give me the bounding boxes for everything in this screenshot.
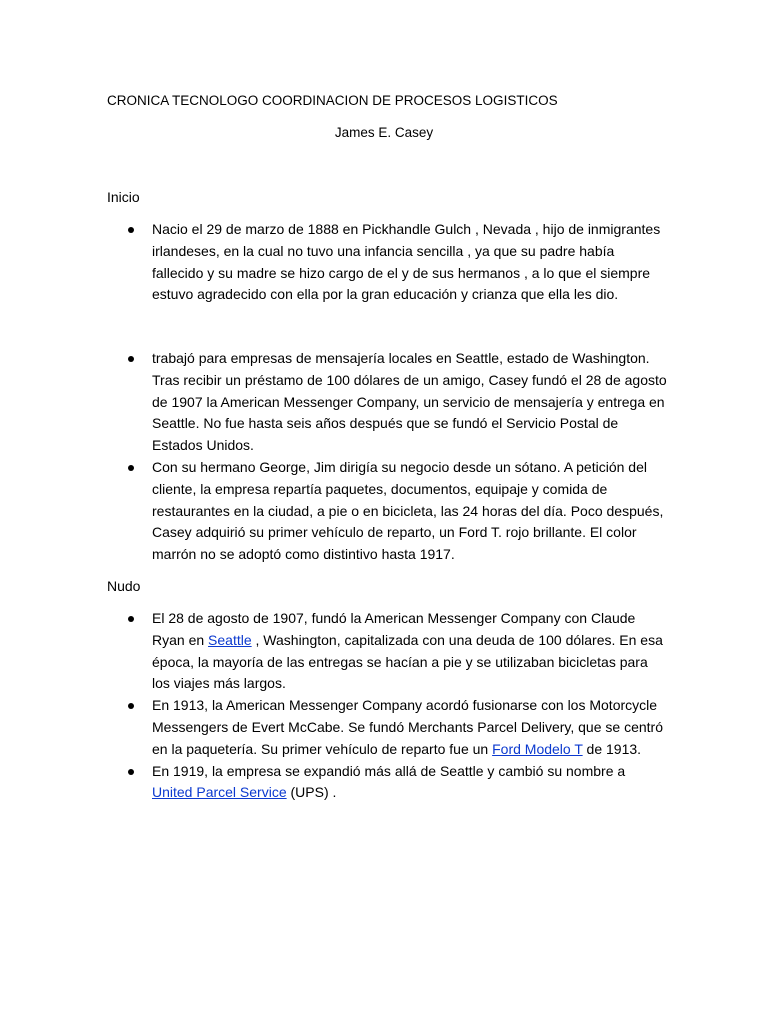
bullet-icon [128, 616, 134, 622]
inicio-list-1 [107, 219, 667, 306]
bullet-icon [128, 703, 134, 709]
list-item [107, 348, 667, 457]
list-item-text: Nacio el 29 de marzo de 1888 en Pickhandle Gulch , Nevada , hijo de inmigrantes irlandeses, en la cual no tuvo una infancia sencilla , ya que su padre había fallecido y su madre se hizo cargo de el y de sus hermanos , a lo que el siempre estuvo agradecido con ella por la gran educación y crianza que ella les dio. [152, 221, 661, 303]
list-item-text: El 28 de agosto de 1907, fundó la American Messenger Company con Claude Ryan en [152, 610, 636, 648]
list-item [107, 219, 667, 306]
list-item-text: (UPS) . [286, 784, 337, 801]
bullet-icon [128, 227, 134, 233]
list-item [107, 608, 667, 695]
nudo-list [107, 608, 667, 804]
list-item-text: trabajó para empresas de mensajería locales en Seattle, estado de Washington. Tras recibir un préstamo de 100 dólares de un amigo, Casey fundó el 28 de agosto de 1907 la American Messenger Company, un servicio de mensajería y entrega en Seattle. No fue hasta seis años después que se fundó el Servicio Postal de Estados Unidos. [152, 350, 667, 454]
heading-nudo: Nudo [107, 578, 141, 594]
list-item [107, 457, 667, 566]
bullet-icon [128, 769, 134, 775]
list-item-text: Con su hermano George, Jim dirigía su negocio desde un sótano. A petición del cliente, la empresa repartía paquetes, documentos, equipaje y comida de restaurantes en la ciudad, a pie o en bicicleta, las 24 horas del día. Poco después, Casey adquirió su primer vehículo de reparto, un Ford T. rojo brillante. El color marrón no se adoptó como distintivo hasta 1917. [152, 458, 664, 563]
link-ford-modelo-t[interactable]: Ford Modelo T [492, 740, 583, 757]
list-item [107, 695, 667, 760]
list-item-text: , Washington, capitalizada con una deuda de 100 dólares. En esa época, la mayoría de las entregas se hacían a pie y se utilizaban bicicletas para los viajes más largos. [152, 631, 663, 692]
bullet-icon [128, 356, 134, 362]
author-name: James E. Casey [334, 125, 434, 140]
link-united-parcel-service[interactable]: United Parcel Service [152, 784, 287, 801]
list-item [107, 761, 667, 805]
document-title: CRONICA TECNOLOGO COORDINACION DE PROCESOS LOGISTICOS [107, 93, 558, 108]
link-seattle[interactable]: Seattle [208, 631, 252, 648]
list-item-text: de 1913. [582, 740, 642, 757]
heading-inicio: Inicio [107, 189, 140, 205]
list-item-text: En 1913, la American Messenger Company acordó fusionarse con los Motorcycle Messengers de Evert McCabe. Se fundó Merchants Parcel Delivery, que se centró en la paquetería. Su primer vehículo de reparto fue un [152, 697, 663, 757]
bullet-icon [128, 465, 134, 471]
list-item-text: En 1919, la empresa se expandió más allá de Seattle y cambió su nombre a [152, 762, 626, 779]
inicio-list-2 [107, 348, 667, 566]
